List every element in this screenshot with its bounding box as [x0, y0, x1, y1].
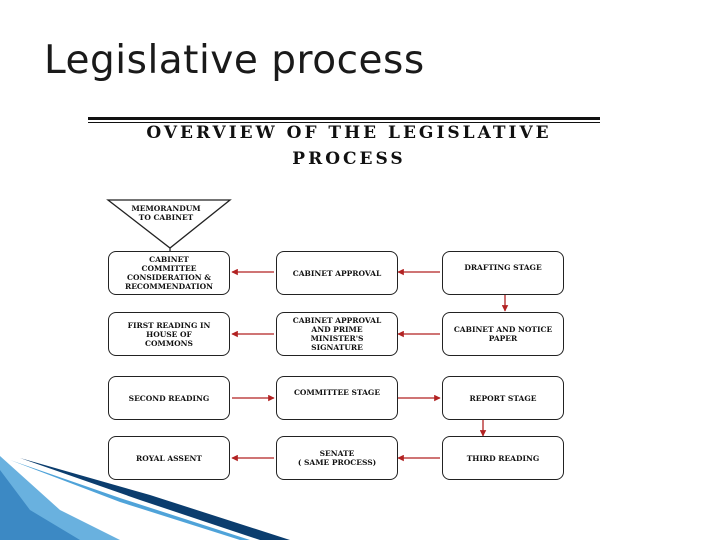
- box-notice-paper: CABINET AND NOTICE PAPER: [442, 312, 564, 356]
- decorative-swoosh: [0, 440, 300, 540]
- box-pm-signature: CABINET APPROVAL AND PRIME MINISTER'S SIGNATURE: [276, 312, 398, 356]
- box-second-reading: SECOND READING: [108, 376, 230, 420]
- figure-title-line-1: OVERVIEW OF THE LEGISLATIVE: [146, 123, 552, 143]
- memorandum-label: MEMORANDUM TO CABINET: [131, 204, 201, 222]
- box-report-stage: REPORT STAGE: [442, 376, 564, 420]
- box-cabinet-approval: CABINET APPROVAL: [276, 251, 398, 295]
- box-royal-assent: ROYAL ASSENT: [108, 436, 230, 480]
- box-cabinet-committee: CABINET COMMITTEE CONSIDERATION & RECOMMENDATION: [108, 251, 230, 295]
- box-senate: SENATE ( SAME PROCESS): [276, 436, 398, 480]
- figure-title-line-2: PROCESS: [292, 149, 406, 169]
- box-first-reading: FIRST READING IN HOUSE OF COMMONS: [108, 312, 230, 356]
- box-committee-stage: COMMITTEE STAGE: [276, 376, 398, 420]
- slide-title: Legislative process: [44, 38, 425, 83]
- box-drafting-stage: DRAFTING STAGE: [442, 251, 564, 295]
- box-third-reading: THIRD READING: [442, 436, 564, 480]
